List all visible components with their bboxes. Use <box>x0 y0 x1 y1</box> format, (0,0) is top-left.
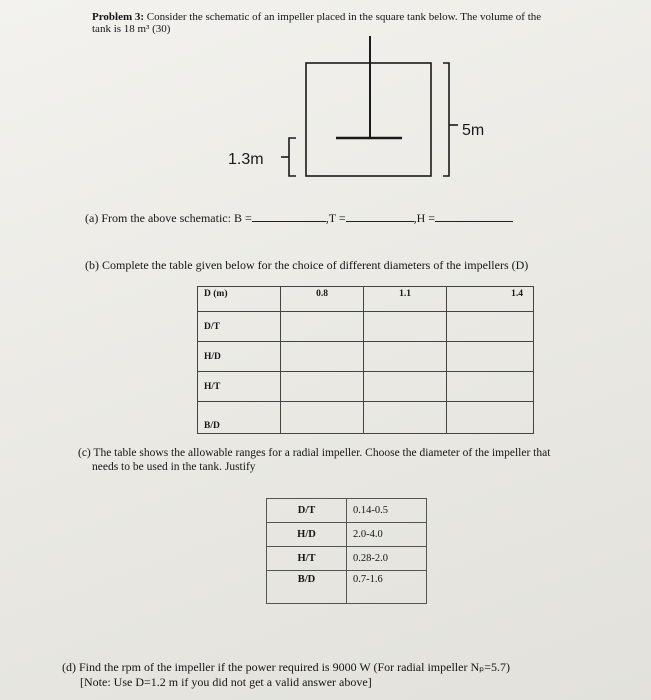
part-a-prefix: (a) From the above schematic: B = <box>85 211 252 225</box>
problem-statement-text: Consider the schematic of an impeller placed in the square tank below. The volume of the <box>146 11 542 23</box>
range-cell: 0.14-0.5 <box>347 499 427 523</box>
table-row <box>267 523 427 547</box>
t-answer-blank[interactable] <box>346 211 414 222</box>
answer-cell[interactable] <box>447 372 534 402</box>
diameter-cell: 0.8 <box>281 287 364 312</box>
problem-label: Problem 3: <box>92 11 145 23</box>
ratio-cell: H/D <box>267 523 347 547</box>
problem-statement-line2: tank is 18 m³ (30) <box>92 23 171 35</box>
table-row <box>198 402 534 434</box>
answer-cell[interactable] <box>281 312 364 342</box>
answer-cell[interactable] <box>364 312 447 342</box>
ratio-cell: D/T <box>267 499 347 523</box>
answer-cell[interactable] <box>364 402 447 434</box>
ratio-label-cell: D/T <box>198 312 281 342</box>
diameter-cell: 1.4 <box>447 287 534 312</box>
part-c-line1: (c) The table shows the allowable ranges for a radial impeller. Choose the diameter of the impeller that <box>78 447 551 459</box>
answer-cell[interactable] <box>447 342 534 372</box>
diameter-cell: 1.1 <box>364 287 447 312</box>
impeller-clearance-label: 1.3m <box>228 151 264 168</box>
b-answer-blank[interactable] <box>252 211 326 222</box>
ratio-label-cell: B/D <box>198 402 281 434</box>
diameter-ratio-table <box>197 286 534 434</box>
answer-cell[interactable] <box>281 372 364 402</box>
answer-cell[interactable] <box>364 342 447 372</box>
answer-cell[interactable] <box>281 342 364 372</box>
part-c-line2: needs to be used in the tank. Justify <box>92 461 256 473</box>
part-d-line2: [Note: Use D=1.2 m if you did not get a valid answer above] <box>80 675 372 689</box>
table-row <box>198 312 534 342</box>
tank-schematic <box>0 0 651 200</box>
h-answer-blank[interactable] <box>435 211 513 222</box>
radial-impeller-range-table <box>266 498 427 604</box>
range-cell: 0.7-1.6 <box>347 571 427 604</box>
table-row <box>267 571 427 604</box>
ratio-label-cell: H/D <box>198 342 281 372</box>
answer-cell[interactable] <box>364 372 447 402</box>
part-b-text: (b) Complete the table given below for the choice of different diameters of the impellers (D) <box>85 258 529 272</box>
ratio-cell: H/T <box>267 547 347 571</box>
d-header-cell: D (m) <box>198 287 281 312</box>
part-a-row <box>85 211 513 226</box>
tank-height-label: 5m <box>462 122 485 139</box>
ratio-cell: B/D <box>267 571 347 604</box>
clearance-bracket <box>289 138 296 176</box>
answer-cell[interactable] <box>281 402 364 434</box>
table-row <box>198 342 534 372</box>
answer-cell[interactable] <box>447 312 534 342</box>
t-label: ,T = <box>325 211 346 225</box>
tank-outline <box>306 63 431 176</box>
range-cell: 2.0-4.0 <box>347 523 427 547</box>
part-d-line1: (d) Find the rpm of the impeller if the power required is 9000 W (For radial impeller Nₚ=5.7) <box>62 660 511 674</box>
table-row <box>198 372 534 402</box>
height-bracket <box>443 63 449 176</box>
answer-cell[interactable] <box>447 402 534 434</box>
table-row <box>267 499 427 523</box>
range-cell: 0.28-2.0 <box>347 547 427 571</box>
ratio-label-cell: H/T <box>198 372 281 402</box>
h-label: ,H = <box>413 211 436 225</box>
table-header-row <box>198 287 534 312</box>
table-row <box>267 547 427 571</box>
